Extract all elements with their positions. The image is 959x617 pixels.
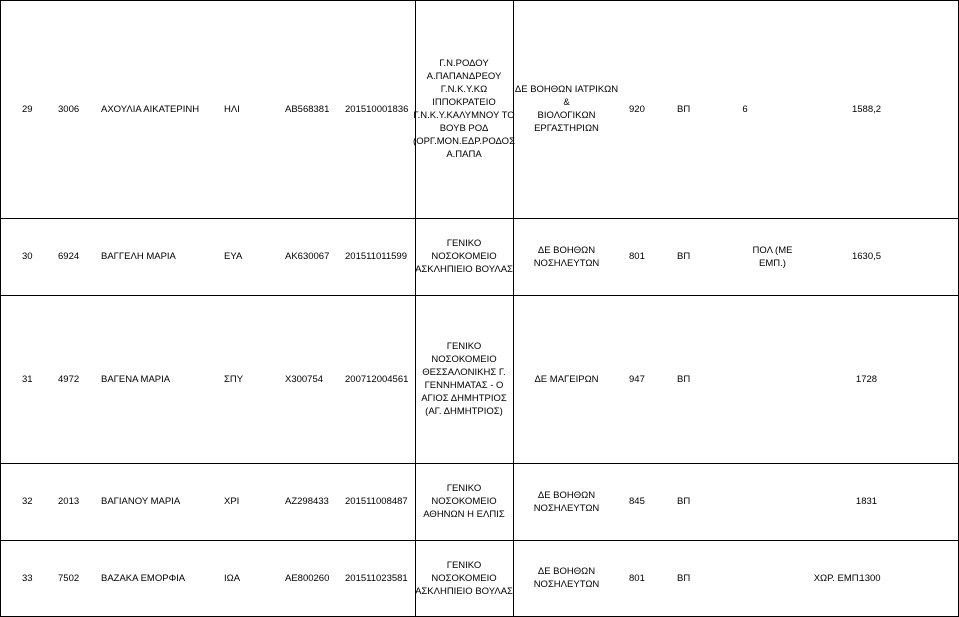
extra-criteria-text (753, 244, 793, 270)
total-score-text: 1831 (855, 496, 878, 507)
category-text: ΒΠ (677, 496, 691, 507)
father-name-text: ΕΥΑ (224, 251, 243, 262)
hospital-name-line: ΒΟΥΒ ΡΟΔ (439, 123, 489, 134)
hospital-name-text (415, 559, 513, 598)
specialty-line: ΒΙΟΛΟΓΙΚΩΝ (537, 110, 596, 121)
points-text: 947 (629, 373, 645, 385)
points-text: 801 (629, 251, 645, 262)
full-name-text: ΒΑΓΕΝΑ ΜΑΡΙΑ (101, 373, 171, 385)
specialty-text (513, 83, 620, 135)
cell-extra-criteria (725, 0, 765, 218)
father-name-text: ΧΡΙ (224, 496, 240, 507)
hospital-name-line: (ΟΡΓ.ΜΟΝ.ΕΔΡ.ΡΟΔΟΣ (413, 136, 515, 147)
cell-applicant-code (58, 295, 92, 463)
hospital-name-line: Γ.Ν.Κ.Υ.ΚΩ (440, 84, 488, 95)
extra-criteria-line: ΧΩΡ. ΕΜΠ. (813, 572, 862, 584)
extra-criteria-line: ΕΜΠ.) (759, 257, 786, 269)
hospital-name-text (415, 237, 513, 276)
cell-protocol-number (345, 0, 415, 218)
cell-protocol-number (345, 540, 415, 616)
cell-full-name (101, 540, 211, 616)
cell-points (629, 218, 659, 295)
hospital-name-text (413, 57, 515, 161)
specialty-line: ΔΕ ΒΟΗΘΩΝ (537, 489, 596, 501)
row-number-text: 30 (22, 251, 33, 262)
cell-specialty (513, 218, 620, 295)
cell-row-number (22, 295, 44, 463)
hospital-name-line: ΓΕΝΙΚΟ ΝΟΣΟΚΟΜΕΙΟ (431, 559, 497, 584)
total-score-text: 1630,5 (851, 251, 882, 262)
cell-total-score (845, 0, 888, 218)
id-card-number-text: ΑΖ298433 (285, 496, 329, 507)
total-score-text: 1300 (859, 572, 881, 584)
protocol-number-text: 200712004561 (345, 373, 409, 385)
hospital-name-line: Γ.Ν.Κ.Υ.ΚΑΛΥΜΝΟΥ ΤΟ (413, 110, 515, 121)
cell-hospital-name (415, 540, 513, 616)
protocol-number-text: 201511023581 (345, 572, 408, 584)
cell-id-card-number (285, 0, 340, 218)
protocol-number-text: 201511011599 (345, 251, 407, 262)
category-text: ΒΠ (677, 373, 691, 385)
full-name-text: ΒΑΓΙΑΝΟΥ ΜΑΡΙΑ (101, 496, 181, 507)
row-number-text: 32 (22, 496, 33, 507)
full-name-text: ΒΑΓΓΕΛΗ ΜΑΡΙΑ (101, 251, 176, 262)
cell-father-name (224, 295, 258, 463)
row-number-text: 33 (22, 572, 33, 584)
cell-specialty (513, 295, 620, 463)
points-text: 920 (629, 103, 645, 115)
cell-specialty (513, 540, 620, 616)
specialty-line: ΝΟΣΗΛΕΥΤΩΝ (533, 579, 600, 590)
applicant-code-text: 7502 (58, 572, 80, 584)
total-score-text: 1728 (855, 373, 878, 385)
cell-category (677, 218, 702, 295)
id-card-number-text: Χ300754 (285, 373, 324, 385)
cell-category (677, 463, 702, 540)
cell-full-name (101, 0, 211, 218)
id-card-number-text: ΑΒ568381 (285, 103, 330, 115)
cell-points (629, 540, 659, 616)
applicant-code-text: 6924 (58, 251, 80, 262)
specialty-line: ΔΕ ΜΑΓΕΙΡΩΝ (534, 373, 599, 385)
cell-applicant-code (58, 0, 92, 218)
cell-total-score (845, 463, 888, 540)
cell-hospital-name (415, 295, 513, 463)
cell-specialty (513, 463, 620, 540)
father-name-text: ΙΩΑ (224, 572, 241, 584)
hospital-name-line: ΘΕΣΣΑΛΟΝΙΚΗΣ Γ. (422, 367, 506, 378)
cell-father-name (224, 463, 258, 540)
cell-row-number (22, 540, 44, 616)
hospital-name-line: ΑΘΗΝΩΝ Η ΕΛΠΙΣ (423, 509, 505, 520)
hospital-name-text (415, 340, 513, 418)
category-text: ΒΠ (677, 103, 691, 115)
hospital-name-line: ΓΕΝΙΚΟ ΝΟΣΟΚΟΜΕΙΟ (431, 483, 497, 507)
cell-full-name (101, 463, 211, 540)
specialty-line: ΝΟΣΗΛΕΥΤΩΝ (533, 502, 600, 514)
cell-hospital-name (415, 218, 513, 295)
hospital-name-line: ΑΣΚΛΗΠΙΕΙΟ ΒΟΥΛΑΣ (415, 264, 513, 275)
specialty-line: ΔΕ ΒΟΗΘΩΝ (537, 244, 596, 256)
id-card-number-text: ΑΚ630067 (285, 251, 330, 262)
cell-category (677, 295, 702, 463)
cell-applicant-code (58, 218, 92, 295)
cell-applicant-code (58, 540, 92, 616)
cell-points (629, 463, 659, 540)
father-name-text: ΣΠΥ (224, 373, 244, 385)
cell-total-score (845, 218, 888, 295)
cell-hospital-name (415, 463, 513, 540)
hospital-name-line: Α.ΠΑΠΑ (446, 149, 482, 160)
cell-points (629, 295, 659, 463)
cell-hospital-name (415, 0, 513, 218)
cell-extra-criteria (725, 218, 820, 295)
cell-protocol-number (345, 218, 415, 295)
cell-specialty (513, 0, 620, 218)
applicant-code-text: 3006 (58, 103, 80, 115)
hospital-name-line: (ΑΓ. ΔΗΜΗΤΡΙΟΣ) (425, 406, 503, 417)
hospital-name-line: ΑΓΙΟΣ ΔΗΜΗΤΡΙΟΣ (421, 393, 507, 404)
applicant-code-text: 2013 (58, 496, 80, 507)
cell-id-card-number (285, 463, 340, 540)
hospital-name-line: ΑΣΚΛΗΠΙΕΙΟ ΒΟΥΛΑΣ (415, 585, 513, 597)
hospital-name-line: ΓΕΝΙΚΟ ΝΟΣΟΚΟΜΕΙΟ (431, 238, 497, 262)
total-score-text: 1588,2 (851, 103, 882, 115)
cell-total-score (845, 295, 888, 463)
cell-father-name (224, 540, 258, 616)
specialty-text (534, 489, 600, 515)
hospital-name-line: ΙΠΠΟΚΡΑΤΕΙΟ (432, 97, 496, 108)
cell-protocol-number (345, 295, 415, 463)
specialty-line: ΕΡΓΑΣΤΗΡΙΩΝ (534, 123, 599, 134)
cell-row-number (22, 218, 44, 295)
specialty-line: ΝΟΣΗΛΕΥΤΩΝ (533, 257, 600, 269)
hospital-name-line: ΓΕΝΙΚΟ ΝΟΣΟΚΟΜΕΙΟ (431, 341, 497, 365)
cell-father-name (224, 218, 258, 295)
specialty-line: ΔΕ ΒΟΗΘΩΝ (537, 566, 596, 577)
cell-full-name (101, 218, 211, 295)
cell-points (629, 0, 659, 218)
specialty-text (534, 373, 598, 386)
full-name-text: ΑΧΟΥΛΙΑ ΑΙΚΑΤΕΡΙΝΗ (101, 103, 200, 115)
cell-category (677, 540, 702, 616)
cell-id-card-number (285, 218, 340, 295)
specialty-text (534, 565, 600, 591)
points-text: 801 (629, 572, 645, 584)
protocol-number-text: 201511008487 (345, 496, 408, 507)
cell-id-card-number (285, 295, 340, 463)
points-text: 845 (629, 496, 645, 507)
extra-criteria-line: 6 (742, 103, 748, 115)
cell-extra-criteria (725, 463, 820, 540)
cell-father-name (224, 0, 258, 218)
cell-full-name (101, 295, 211, 463)
hospital-name-line: Α.ΠΑΠΑΝΔΡΕΟΥ (426, 71, 502, 82)
specialty-line: ΔΕ ΒΟΗΘΩΝ ΙΑΤΡΙΚΩΝ & (514, 84, 619, 108)
id-card-number-text: ΑΕ800260 (285, 572, 330, 584)
cell-id-card-number (285, 540, 340, 616)
extra-criteria-line: ΠΟΛ (ΜΕ (752, 244, 793, 256)
full-name-text: ΒΑΖΑΚΑ ΕΜΟΡΦΙΑ (101, 572, 186, 584)
cell-protocol-number (345, 463, 415, 540)
extra-criteria-text (742, 103, 747, 116)
cell-applicant-code (58, 463, 92, 540)
hospital-name-text (415, 482, 513, 521)
protocol-number-text: 201510001836 (345, 103, 409, 115)
cell-category (677, 0, 702, 218)
father-name-text: ΗΛΙ (224, 103, 240, 115)
row-number-text: 29 (22, 103, 33, 115)
cell-row-number (22, 463, 44, 540)
applicant-code-text: 4972 (58, 373, 80, 385)
category-text: ΒΠ (677, 251, 691, 262)
cell-total-score (850, 540, 890, 616)
hospital-name-line: ΓΕΝΝΗΜΑΤΑΣ - Ο (424, 380, 504, 391)
specialty-text (534, 244, 600, 270)
category-text: ΒΠ (677, 572, 691, 584)
hospital-name-line: Γ.Ν.ΡΟΔΟΥ (439, 58, 489, 69)
cell-row-number (22, 0, 44, 218)
row-number-text: 31 (22, 373, 33, 385)
cell-extra-criteria (725, 295, 820, 463)
